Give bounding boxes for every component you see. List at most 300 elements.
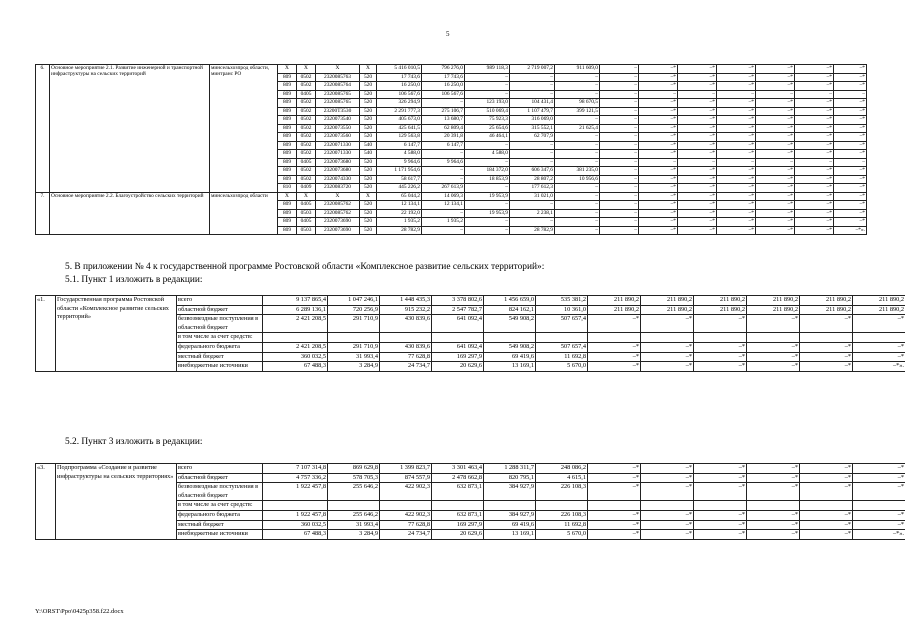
table-cell: –*». bbox=[834, 226, 867, 235]
table-cell: –* bbox=[795, 192, 834, 201]
table-cell: – bbox=[465, 201, 510, 210]
table-cell: 62 707,9 bbox=[510, 133, 555, 142]
table-cell: 2320071330 bbox=[316, 150, 360, 159]
table-cell bbox=[588, 333, 641, 343]
table-cell: –* bbox=[795, 82, 834, 91]
table-cell: –* bbox=[639, 218, 678, 227]
table-cell bbox=[380, 501, 432, 511]
table-cell: –* bbox=[694, 510, 747, 520]
table-cell: 809 bbox=[278, 82, 297, 91]
table-cell: 520 bbox=[360, 226, 377, 235]
table-cell: 77 628,8 bbox=[380, 352, 432, 362]
table-cell: – bbox=[600, 82, 639, 91]
table-cell: –* bbox=[834, 167, 867, 176]
table-cell: –* bbox=[795, 73, 834, 82]
table-cell: – bbox=[422, 226, 465, 235]
table-cell: –* bbox=[747, 473, 800, 483]
table-cell: –* bbox=[834, 107, 867, 116]
table-cell: –* bbox=[717, 73, 756, 82]
table-cell: –* bbox=[834, 99, 867, 108]
table-cell: 211 890,2 bbox=[800, 305, 853, 315]
table-cell: 1 935,2 bbox=[377, 218, 422, 227]
table-cell: – bbox=[600, 141, 639, 150]
table-cell: 549 908,2 bbox=[484, 342, 536, 352]
table-cell: –* bbox=[756, 82, 795, 91]
table-cell: 0405 bbox=[297, 218, 316, 227]
table-cell: 2320085765 bbox=[316, 90, 360, 99]
table-cell: – bbox=[600, 218, 639, 227]
table-cell: –* bbox=[795, 107, 834, 116]
table-cell: –* bbox=[641, 483, 694, 501]
table-cell: 809 bbox=[278, 133, 297, 142]
table-cell: –* bbox=[834, 116, 867, 125]
table-cell: 1 456 659,0 bbox=[484, 296, 536, 306]
table-cell: 809 bbox=[278, 218, 297, 227]
table-cell: 2 238,1 bbox=[510, 209, 555, 218]
table-cell: –* bbox=[800, 342, 853, 352]
table-cell: –* bbox=[694, 352, 747, 362]
table-cell: –* bbox=[678, 192, 717, 201]
table-cell: –* bbox=[588, 342, 641, 352]
table-cell: 1 399 823,7 bbox=[380, 464, 432, 474]
table-cell: 824 162,1 bbox=[484, 305, 536, 315]
table-cell: 104 431,4 bbox=[510, 99, 555, 108]
table-cell: 809 bbox=[278, 201, 297, 210]
table-cell: – bbox=[600, 73, 639, 82]
executor: минсельхозпрод области bbox=[210, 192, 278, 235]
table-cell: –* bbox=[641, 473, 694, 483]
table-cell: 129 563,8 bbox=[377, 133, 422, 142]
table-cell: 520 bbox=[360, 209, 377, 218]
table-cell: 0405 bbox=[297, 201, 316, 210]
table-cell bbox=[800, 501, 853, 511]
table-cell: – bbox=[717, 158, 756, 167]
table-cell: 520 bbox=[360, 90, 377, 99]
table-cell: 796 276,0 bbox=[422, 65, 465, 74]
table-cell: 911 609,0 bbox=[555, 65, 600, 74]
table-cell: 6 289 136,1 bbox=[263, 305, 328, 315]
table-cell: – bbox=[555, 218, 600, 227]
table-cell: –* bbox=[678, 209, 717, 218]
program-name: Государственная программа Ростовской области «Комплексное развитие сельских территорий» bbox=[56, 296, 177, 372]
table-cell: – bbox=[600, 116, 639, 125]
funding-source: внебюджетные источники bbox=[177, 362, 263, 372]
table-cell: 0502 bbox=[297, 133, 316, 142]
table-cell: – bbox=[555, 192, 600, 201]
table-cell: –* bbox=[678, 99, 717, 108]
table-cell: 267 613,9 bbox=[422, 184, 465, 193]
table-cell bbox=[747, 333, 800, 343]
table-cell: 12 134,1 bbox=[377, 201, 422, 210]
table-cell: 2320083720 bbox=[316, 184, 360, 193]
table-cell: 17 743,6 bbox=[377, 73, 422, 82]
table-cell: 2 421 208,5 bbox=[263, 315, 328, 333]
table-cell: – bbox=[795, 90, 834, 99]
table-cell: –* bbox=[756, 167, 795, 176]
table-cell: –* bbox=[795, 175, 834, 184]
table-cell: 184 372,0 bbox=[465, 167, 510, 176]
table-cell: – bbox=[600, 192, 639, 201]
table-cell: 809 bbox=[278, 73, 297, 82]
table-cell: –* bbox=[694, 530, 747, 540]
table-cell: 820 795,1 bbox=[484, 473, 536, 483]
table-cell: 23200Т3530 bbox=[316, 107, 360, 116]
table-cell: –* bbox=[853, 520, 905, 530]
table-cell: 578 705,3 bbox=[328, 473, 380, 483]
table-cell: – bbox=[600, 175, 639, 184]
table-cell: 2320085765 bbox=[316, 99, 360, 108]
table-cell: 445 226,2 bbox=[377, 184, 422, 193]
table-cell: 0502 bbox=[297, 150, 316, 159]
table-cell: 809 bbox=[278, 90, 297, 99]
table-cell: – bbox=[422, 167, 465, 176]
table-cell: –* bbox=[834, 82, 867, 91]
table-cell: 19 953,9 bbox=[465, 192, 510, 201]
table-cell: –* bbox=[756, 107, 795, 116]
table-cell: – bbox=[422, 99, 465, 108]
table-cell: 16 250,0 bbox=[377, 82, 422, 91]
table-cell: –* bbox=[641, 315, 694, 333]
table-cell: – bbox=[600, 65, 639, 74]
table-cell: – bbox=[639, 158, 678, 167]
table-cell: 720 256,9 bbox=[328, 305, 380, 315]
table-cell: –* bbox=[588, 520, 641, 530]
table-cell: 422 902,3 bbox=[380, 483, 432, 501]
table-cell: 11 692,8 bbox=[536, 520, 588, 530]
table-cell: 177 612,3 bbox=[510, 184, 555, 193]
table-cell: –* bbox=[800, 473, 853, 483]
table-cell: 1 922 457,8 bbox=[263, 510, 328, 520]
table-cell: –* bbox=[756, 226, 795, 235]
table-cell: –* bbox=[834, 65, 867, 74]
executor: минсельхозпрод области, минтранс РО bbox=[210, 65, 278, 193]
table-cell: – bbox=[510, 82, 555, 91]
table-cell: 641 092,4 bbox=[432, 315, 484, 333]
table-cell: –* bbox=[756, 218, 795, 227]
table-cell: 2320085762 bbox=[316, 209, 360, 218]
table-cell: 2320073690 bbox=[316, 226, 360, 235]
table-cell: –* bbox=[756, 116, 795, 125]
table-cell: –* bbox=[717, 175, 756, 184]
table-cell: 520 bbox=[360, 175, 377, 184]
footer-file-path: Y:\ORST\Ppo\0425p358.f22.docx bbox=[35, 608, 124, 615]
table-cell: –* bbox=[800, 530, 853, 540]
table-cell: 24 734,7 bbox=[380, 362, 432, 372]
table-cell: –* bbox=[641, 520, 694, 530]
table-cell bbox=[694, 501, 747, 511]
table-cell: –* bbox=[853, 342, 905, 352]
table-cell: 809 bbox=[278, 167, 297, 176]
table-cell bbox=[484, 333, 536, 343]
table-cell: – bbox=[555, 133, 600, 142]
table-cell: –* bbox=[795, 150, 834, 159]
table-cell: 381 235,0 bbox=[555, 167, 600, 176]
table-cell: – bbox=[600, 90, 639, 99]
funding-source: областной бюджет bbox=[177, 305, 263, 315]
table-cell: –* bbox=[756, 99, 795, 108]
activity-name: Основное мероприятие 2.1. Развитие инженерной и транспортной инфраструктуры на сельских территорий bbox=[50, 65, 210, 193]
table-cell: – bbox=[756, 158, 795, 167]
table-cell: 520 bbox=[360, 167, 377, 176]
table-cell: –* bbox=[795, 201, 834, 210]
table-cell: 1 107 479,7 bbox=[510, 107, 555, 116]
table-cell: 0503 bbox=[297, 226, 316, 235]
table-cell: 169 297,9 bbox=[432, 520, 484, 530]
table-cell: –* bbox=[717, 124, 756, 133]
table-cell: –* bbox=[639, 124, 678, 133]
page-number: 5 bbox=[446, 30, 450, 38]
table-cell: –* bbox=[747, 342, 800, 352]
table-cell: –* bbox=[639, 116, 678, 125]
table-cell: –* bbox=[588, 362, 641, 372]
table-cell: –* bbox=[747, 362, 800, 372]
table-cell: –* bbox=[717, 167, 756, 176]
table-cell: 632 873,1 bbox=[432, 510, 484, 520]
table-cell: – bbox=[639, 90, 678, 99]
table-cell: –* bbox=[800, 520, 853, 530]
table-cell bbox=[263, 501, 328, 511]
table-cell: X bbox=[278, 192, 297, 201]
table-cell: – bbox=[600, 133, 639, 142]
table-cell: 9 964,6 bbox=[377, 158, 422, 167]
table-cell: –* bbox=[717, 209, 756, 218]
table-cell: –* bbox=[834, 209, 867, 218]
funding-source: в том числе за счет средств: bbox=[177, 333, 263, 343]
table-cell: –* bbox=[834, 150, 867, 159]
table-cell: –* bbox=[834, 124, 867, 133]
table-cell: 2320073680 bbox=[316, 158, 360, 167]
table-cell: 2 421 208,5 bbox=[263, 342, 328, 352]
table-cell: 809 bbox=[278, 209, 297, 218]
table-cell bbox=[328, 501, 380, 511]
table-cell bbox=[641, 333, 694, 343]
table-cell: –* bbox=[717, 218, 756, 227]
table-cell: –* bbox=[853, 483, 905, 501]
table-cell: – bbox=[465, 82, 510, 91]
table-cell: 809 bbox=[278, 141, 297, 150]
table-cell: – bbox=[756, 90, 795, 99]
table-cell: –* bbox=[639, 141, 678, 150]
table-cell: – bbox=[465, 90, 510, 99]
table-cell: 430 839,6 bbox=[380, 315, 432, 333]
table-cell: 2320073690 bbox=[316, 218, 360, 227]
table-cell: –* bbox=[694, 464, 747, 474]
table-cell: –* bbox=[747, 352, 800, 362]
table-cell: 3 284,9 bbox=[328, 530, 380, 540]
table-cell: 291 710,9 bbox=[328, 342, 380, 352]
table-cell: 0502 bbox=[297, 116, 316, 125]
table-cell: 405 673,0 bbox=[377, 116, 422, 125]
table-cell: 549 908,2 bbox=[484, 315, 536, 333]
table-cell: – bbox=[555, 226, 600, 235]
table-cell: 9 964,6 bbox=[422, 158, 465, 167]
row-number: 7. bbox=[36, 192, 50, 235]
table-cell: –* bbox=[588, 530, 641, 540]
table-cell: –* bbox=[678, 184, 717, 193]
table-cell bbox=[263, 333, 328, 343]
table-cell: –* bbox=[678, 201, 717, 210]
table-cell: 69 419,6 bbox=[484, 520, 536, 530]
table-cell: –* bbox=[694, 473, 747, 483]
table-cell: 2 719 007,2 bbox=[510, 65, 555, 74]
table-cell: 360 032,5 bbox=[263, 520, 328, 530]
table-cell: 211 890,2 bbox=[694, 305, 747, 315]
table-cell: –* bbox=[795, 184, 834, 193]
funding-source: безвозмездные поступления в областной бюджет bbox=[177, 315, 263, 333]
table-cell: – bbox=[465, 73, 510, 82]
table-cell: –* bbox=[717, 82, 756, 91]
table-cell: 20 629,6 bbox=[432, 362, 484, 372]
table-cell: 28 782,9 bbox=[510, 226, 555, 235]
table-cell: X bbox=[360, 192, 377, 201]
table-cell: – bbox=[510, 73, 555, 82]
table-cell: 106 567,6 bbox=[422, 90, 465, 99]
table-cell: –* bbox=[678, 65, 717, 74]
table-cell: 809 bbox=[278, 99, 297, 108]
table-cell bbox=[484, 501, 536, 511]
program-name: Подпрограмма «Создание и развитие инфраструктуры на сельских территориях» bbox=[56, 464, 177, 540]
table-cell: – bbox=[422, 209, 465, 218]
table-cell: –* bbox=[639, 184, 678, 193]
table-cell: 31 993,4 bbox=[328, 352, 380, 362]
table-cell: 75 923,3 bbox=[465, 116, 510, 125]
table-cell: – bbox=[422, 175, 465, 184]
table-cell: 31 021,0 bbox=[510, 192, 555, 201]
table-cell: 0502 bbox=[297, 107, 316, 116]
table-cell: – bbox=[834, 90, 867, 99]
table-cell: –* bbox=[678, 82, 717, 91]
table-cell: –* bbox=[756, 133, 795, 142]
table-cell: 520 bbox=[360, 158, 377, 167]
item-3-heading: 5.2. Пункт 3 изложить в редакции: bbox=[65, 437, 203, 447]
table-cell: –* bbox=[795, 226, 834, 235]
activity-name: Основное мероприятие 2.2. Благоустройство сельских территорий bbox=[50, 192, 210, 235]
table-cell: –* bbox=[853, 473, 905, 483]
table-cell: –* bbox=[853, 352, 905, 362]
table-cell: –* bbox=[747, 530, 800, 540]
table-cell: 4 615,1 bbox=[536, 473, 588, 483]
table-cell: 6 147,7 bbox=[422, 141, 465, 150]
table-cell: –* bbox=[639, 82, 678, 91]
table-cell: –* bbox=[853, 464, 905, 474]
table-cell: 1 171 954,6 bbox=[377, 167, 422, 176]
table-cell: –* bbox=[756, 73, 795, 82]
table-cell: 520 bbox=[360, 184, 377, 193]
table-cell: 510 069,4 bbox=[465, 107, 510, 116]
table-cell: 211 890,2 bbox=[694, 296, 747, 306]
table-cell: – bbox=[510, 201, 555, 210]
table-cell: –* bbox=[678, 175, 717, 184]
table-cell: –* bbox=[717, 99, 756, 108]
table-cell: X bbox=[297, 65, 316, 74]
table-cell: X bbox=[316, 65, 360, 74]
row-number: 6. bbox=[36, 65, 50, 193]
table-cell bbox=[328, 333, 380, 343]
table-cell: –* bbox=[588, 510, 641, 520]
table-cell: 809 bbox=[278, 116, 297, 125]
table-cell: 809 bbox=[278, 175, 297, 184]
table-cell: 315 552,1 bbox=[510, 124, 555, 133]
table-cell: – bbox=[600, 124, 639, 133]
table-cell: – bbox=[510, 218, 555, 227]
table-cell: 520 bbox=[360, 107, 377, 116]
table-cell: – bbox=[600, 167, 639, 176]
table-cell: –* bbox=[588, 483, 641, 501]
table-cell: 520 bbox=[360, 133, 377, 142]
table-cell: X bbox=[360, 65, 377, 74]
table-cell: –* bbox=[639, 99, 678, 108]
table-cell: 211 890,2 bbox=[853, 296, 905, 306]
table-cell: 2 547 782,7 bbox=[432, 305, 484, 315]
table-cell: –* bbox=[639, 175, 678, 184]
table-cell: 211 890,2 bbox=[853, 305, 905, 315]
table-cell: 425 641,5 bbox=[377, 124, 422, 133]
table-cell: – bbox=[600, 209, 639, 218]
table-cell: 13 169,1 bbox=[484, 362, 536, 372]
table-cell: – bbox=[717, 90, 756, 99]
table-cell: 809 bbox=[278, 158, 297, 167]
table-cell: 211 890,2 bbox=[747, 296, 800, 306]
table-cell: 16 250,0 bbox=[422, 82, 465, 91]
table-cell: –* bbox=[639, 65, 678, 74]
table-cell: – bbox=[555, 150, 600, 159]
table-cell: –* bbox=[639, 107, 678, 116]
table-cell: – bbox=[600, 201, 639, 210]
table-cell: –* bbox=[678, 141, 717, 150]
table-cell: –* bbox=[756, 175, 795, 184]
table-cell: –* bbox=[800, 315, 853, 333]
table-cell: – bbox=[678, 158, 717, 167]
table-cell: –* bbox=[588, 473, 641, 483]
table-cell: –* bbox=[678, 116, 717, 125]
table-cell: 520 bbox=[360, 201, 377, 210]
table-cell: –* bbox=[717, 201, 756, 210]
table-cell: 0405 bbox=[297, 158, 316, 167]
table-cell: 58 617,7 bbox=[377, 175, 422, 184]
table-cell: –* bbox=[694, 342, 747, 352]
table-cell: –* bbox=[678, 73, 717, 82]
table-cell: 2320085763 bbox=[316, 73, 360, 82]
table-cell: – bbox=[555, 184, 600, 193]
table-cell: 3 284,9 bbox=[328, 362, 380, 372]
table-cell bbox=[536, 333, 588, 343]
table-row bbox=[36, 464, 905, 474]
table-row bbox=[36, 296, 905, 306]
table-cell: 540 bbox=[360, 150, 377, 159]
table-cell: –* bbox=[800, 362, 853, 372]
table-cell: 169 297,9 bbox=[432, 352, 484, 362]
table-cell: – bbox=[555, 209, 600, 218]
table-cell: –* bbox=[639, 226, 678, 235]
table-cell: –* bbox=[588, 315, 641, 333]
table-cell: 2 478 662,8 bbox=[432, 473, 484, 483]
table-cell: – bbox=[465, 141, 510, 150]
table-cell: 399 121,5 bbox=[555, 107, 600, 116]
table-cell: –* bbox=[641, 352, 694, 362]
table-cell: –* bbox=[639, 73, 678, 82]
table-cell: –* bbox=[795, 116, 834, 125]
table-cell: X bbox=[278, 65, 297, 74]
table-cell: 1 448 435,3 bbox=[380, 296, 432, 306]
table-cell: – bbox=[600, 99, 639, 108]
table-cell: –* bbox=[800, 483, 853, 501]
table-cell: –* bbox=[795, 99, 834, 108]
table-cell: 17 743,6 bbox=[422, 73, 465, 82]
table-cell: –* bbox=[678, 133, 717, 142]
table-cell: 4 757 336,2 bbox=[263, 473, 328, 483]
table-cell: 316 069,0 bbox=[510, 116, 555, 125]
table-cell: 3 301 463,4 bbox=[432, 464, 484, 474]
